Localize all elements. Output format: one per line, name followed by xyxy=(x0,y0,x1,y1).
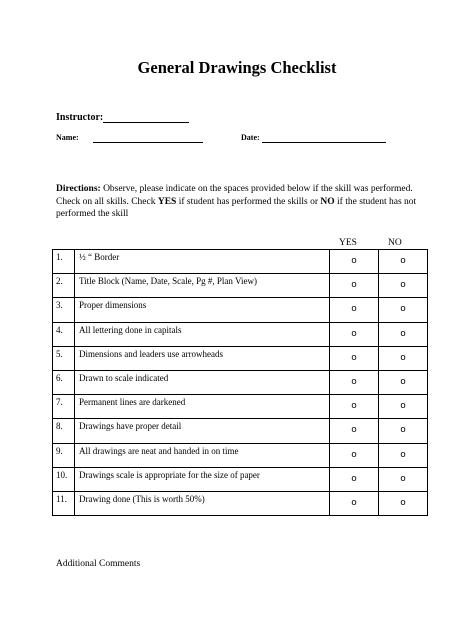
row-number: 4. xyxy=(53,322,75,346)
no-checkbox[interactable]: o xyxy=(379,395,428,419)
checklist-row xyxy=(53,274,428,298)
directions-paragraph xyxy=(56,183,420,221)
date-blank-line[interactable] xyxy=(262,142,386,143)
no-checkbox[interactable]: o xyxy=(379,274,428,298)
checklist-row xyxy=(53,322,428,346)
yes-checkbox[interactable]: o xyxy=(330,346,379,370)
checklist-table xyxy=(52,249,428,516)
row-skill-description: Dimensions and leaders use arrowheads xyxy=(75,346,330,370)
page-title: General Drawings Checklist xyxy=(137,58,337,77)
additional-comments-label: Additional Comments xyxy=(56,559,141,569)
yes-column-header: YES xyxy=(339,238,357,248)
no-checkbox[interactable]: o xyxy=(379,443,428,467)
checklist-row xyxy=(53,346,428,370)
checklist-row xyxy=(53,443,428,467)
yes-checkbox[interactable]: o xyxy=(330,491,379,515)
row-skill-description: Permanent lines are darkened xyxy=(75,395,330,419)
row-skill-description: ½ “ Border xyxy=(75,250,330,274)
checklist-row xyxy=(53,250,428,274)
name-label: Name: xyxy=(56,133,79,142)
row-skill-description: Drawings have proper detail xyxy=(75,419,330,443)
yes-checkbox[interactable]: o xyxy=(330,298,379,322)
no-checkbox[interactable]: o xyxy=(379,322,428,346)
row-number: 6. xyxy=(53,370,75,394)
yes-checkbox[interactable]: o xyxy=(330,322,379,346)
instructor-field xyxy=(56,112,189,123)
directions-yes-word: YES xyxy=(157,196,177,207)
row-number: 10. xyxy=(53,467,75,491)
row-skill-description: Title Block (Name, Date, Scale, Pg #, Plan View) xyxy=(75,274,330,298)
yes-checkbox[interactable]: o xyxy=(330,274,379,298)
no-checkbox[interactable]: o xyxy=(379,491,428,515)
row-number: 11. xyxy=(53,491,75,515)
yes-checkbox[interactable]: o xyxy=(330,467,379,491)
no-checkbox[interactable]: o xyxy=(379,467,428,491)
name-blank-line[interactable] xyxy=(93,142,203,143)
row-skill-description: All lettering done in capitals xyxy=(75,322,330,346)
row-skill-description: All drawings are neat and handed in on time xyxy=(75,443,330,467)
row-skill-description: Drawn to scale indicated xyxy=(75,370,330,394)
yes-checkbox[interactable]: o xyxy=(330,443,379,467)
directions-label: Directions: xyxy=(56,184,101,194)
no-checkbox[interactable]: o xyxy=(379,346,428,370)
checklist-row xyxy=(53,491,428,515)
row-skill-description: Drawing done (This is worth 50%) xyxy=(75,491,330,515)
row-number: 8. xyxy=(53,419,75,443)
yes-checkbox[interactable]: o xyxy=(330,250,379,274)
row-number: 3. xyxy=(53,298,75,322)
row-skill-description: Proper dimensions xyxy=(75,298,330,322)
no-checkbox[interactable]: o xyxy=(379,370,428,394)
checklist-row xyxy=(53,419,428,443)
instructor-label: Instructor: xyxy=(56,112,104,123)
directions-no-word: NO xyxy=(320,196,335,207)
checklist-row xyxy=(53,395,428,419)
row-number: 1. xyxy=(53,250,75,274)
no-checkbox[interactable]: o xyxy=(379,250,428,274)
no-checkbox[interactable]: o xyxy=(379,419,428,443)
directions-text-2: if student has performed the skills or xyxy=(176,196,321,207)
no-checkbox[interactable]: o xyxy=(379,298,428,322)
no-column-header: NO xyxy=(388,238,402,248)
checklist-row xyxy=(53,370,428,394)
row-number: 5. xyxy=(53,346,75,370)
yes-checkbox[interactable]: o xyxy=(330,370,379,394)
date-label: Date: xyxy=(241,133,260,142)
row-number: 9. xyxy=(53,443,75,467)
directions-text-1: Observe, please indicate on the spaces provided below if the skill was performed. Check on all skills. Check xyxy=(56,184,413,207)
directions-text-3: if the student has not performed the skill xyxy=(56,196,417,219)
checklist-row xyxy=(53,298,428,322)
yes-checkbox[interactable]: o xyxy=(330,419,379,443)
instructor-blank-line[interactable] xyxy=(103,112,189,123)
row-number: 2. xyxy=(53,274,75,298)
row-number: 7. xyxy=(53,395,75,419)
yes-checkbox[interactable]: o xyxy=(330,395,379,419)
checklist-row xyxy=(53,467,428,491)
row-skill-description: Drawings scale is appropriate for the size of paper xyxy=(75,467,330,491)
